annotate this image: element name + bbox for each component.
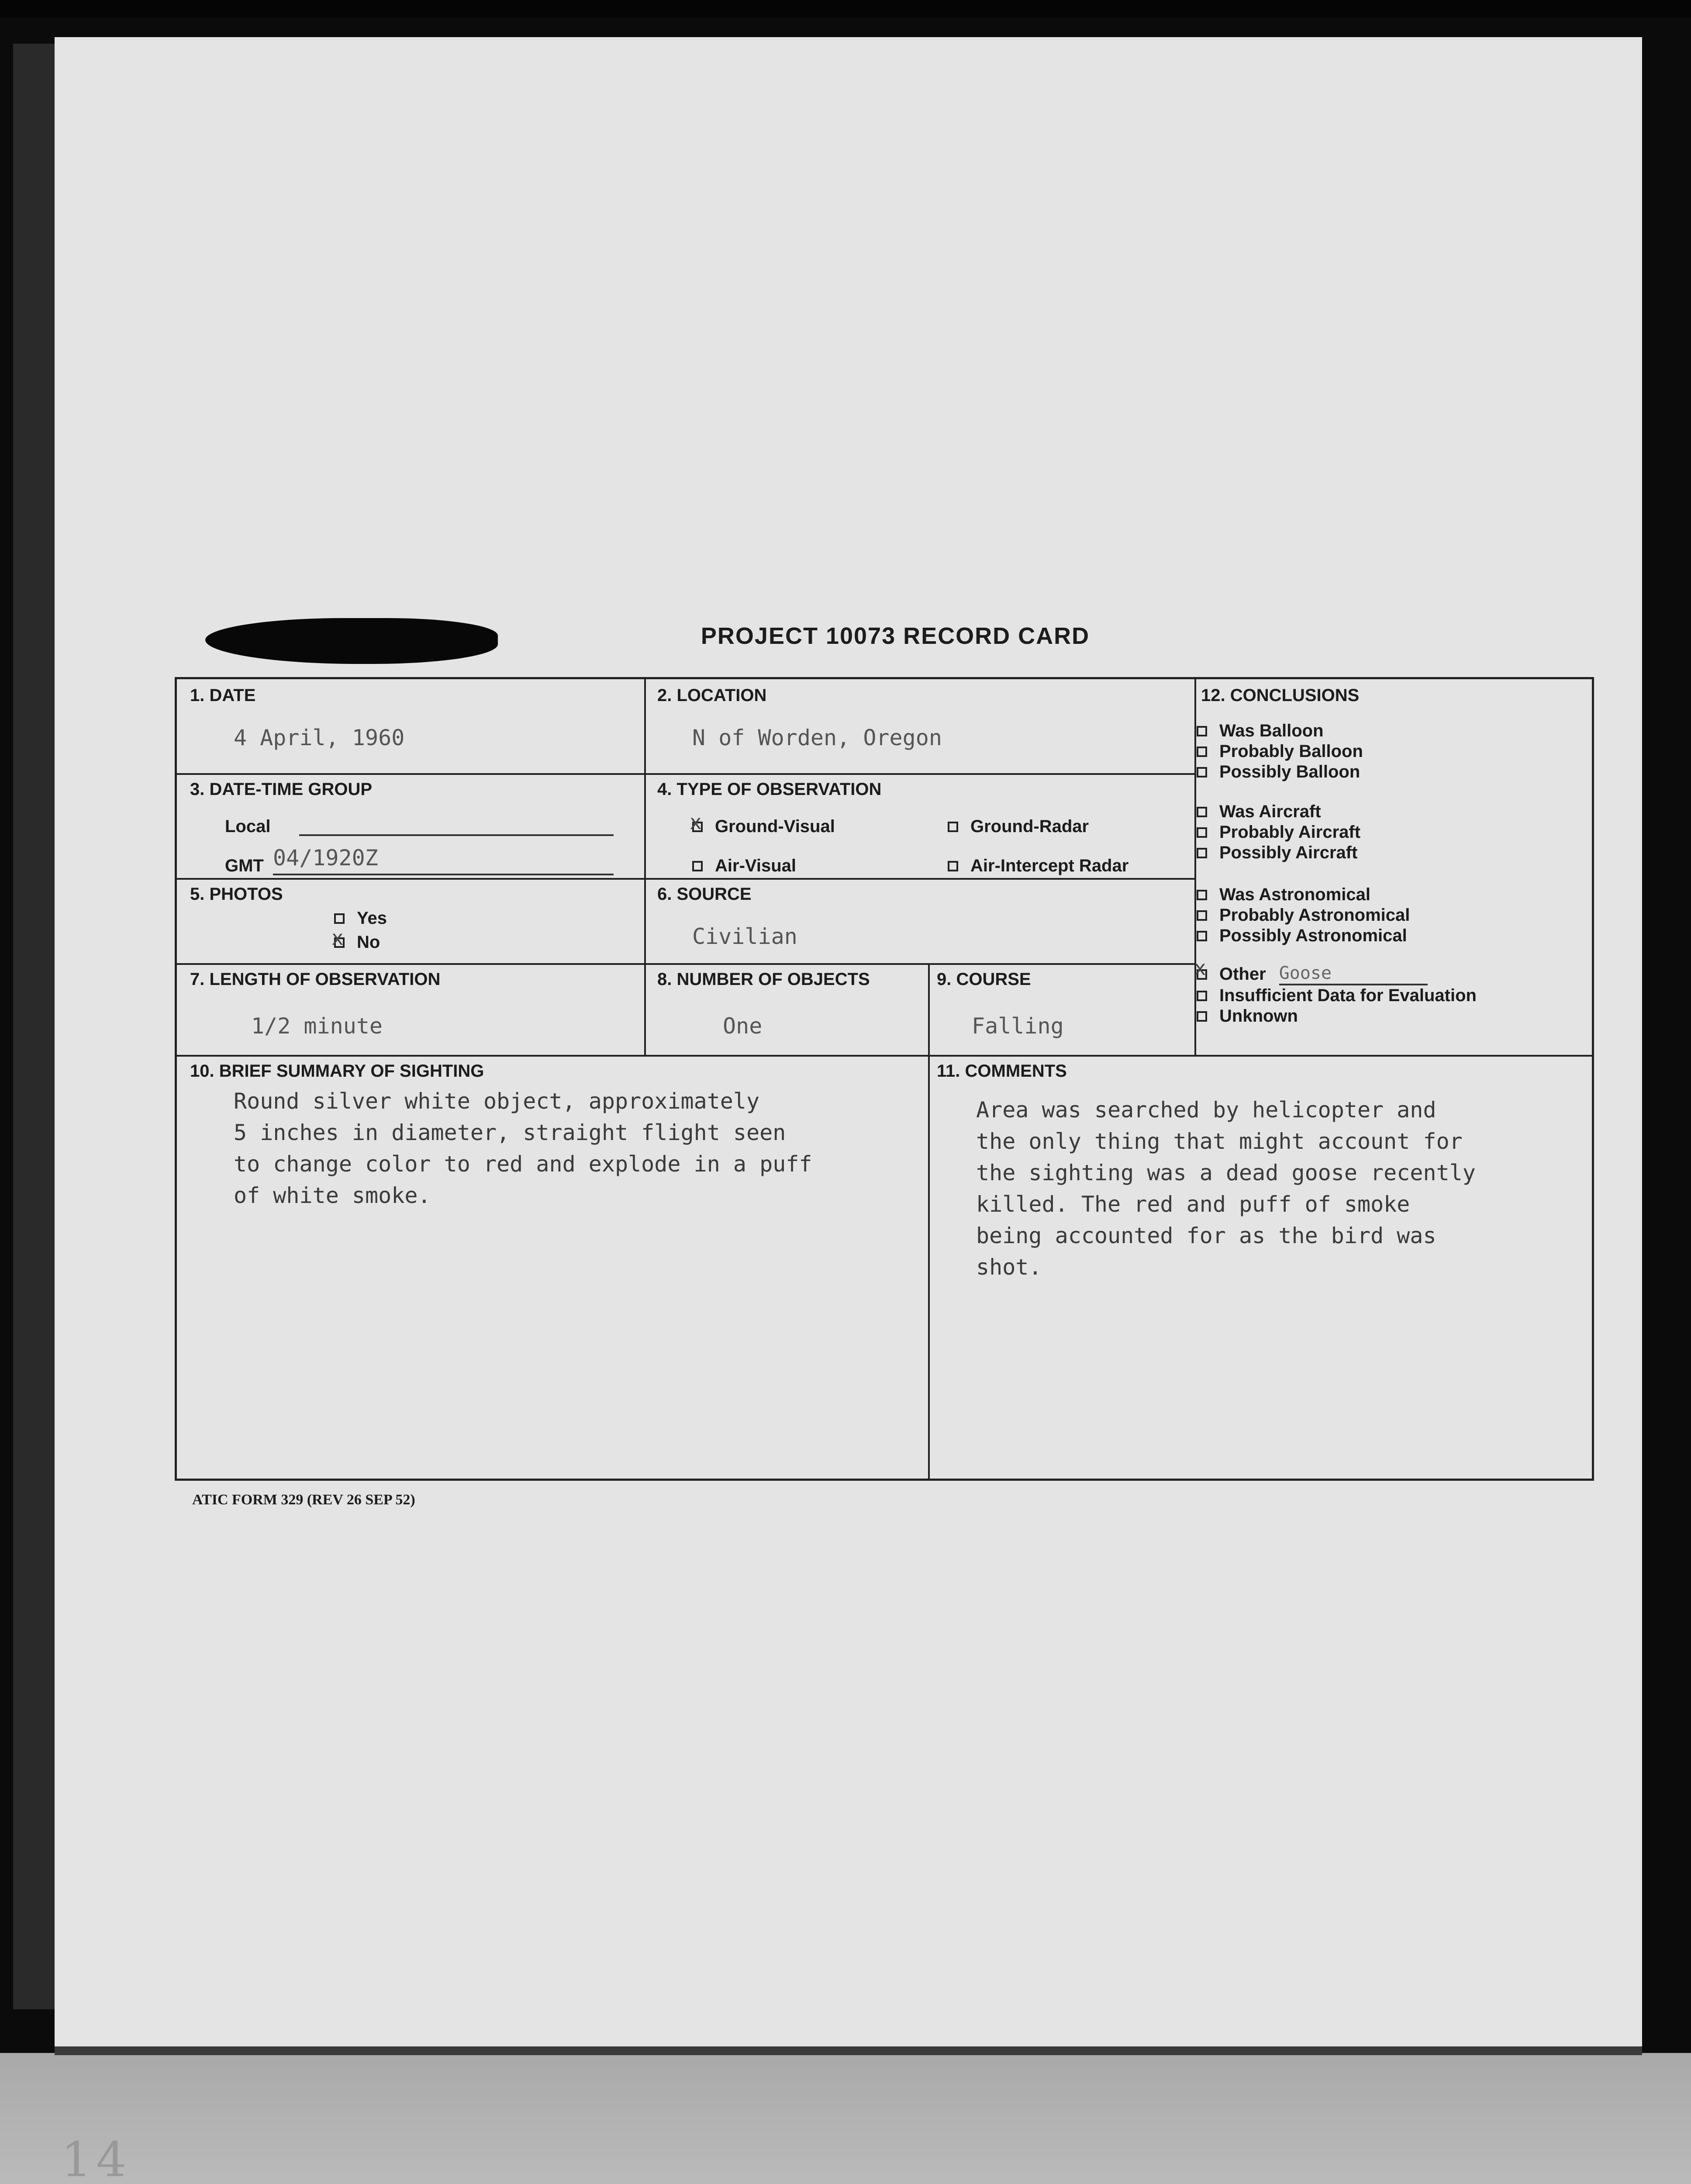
ground-visual-checkbox (692, 822, 703, 832)
col-divider-3 (928, 963, 930, 1055)
source-label: 6. SOURCE (657, 885, 752, 904)
location-value: N of Worden, Oregon (692, 725, 942, 750)
air-intercept-radar-checkbox (948, 861, 958, 871)
checkbox (1197, 746, 1207, 757)
source-value: Civilian (692, 924, 797, 949)
conclusion-was-balloon: Was Balloon (1197, 721, 1363, 741)
comments-line: being accounted for as the bird was (976, 1223, 1436, 1248)
ground-visual-option: x Ground-Visual (692, 817, 835, 836)
col-divider-4 (928, 1055, 930, 1479)
checkbox (1197, 969, 1207, 980)
lower-backdrop (0, 2053, 1691, 2184)
comments-line: the sighting was a dead goose recently (976, 1160, 1476, 1185)
location-label: 2. LOCATION (657, 686, 767, 705)
conclusion-probably-aircraft: Probably Aircraft (1197, 822, 1360, 843)
comments-label: 11. COMMENTS (937, 1061, 1067, 1081)
conclusion-was-astronomical: Was Astronomical (1197, 885, 1410, 905)
comments-text (976, 1094, 1476, 1283)
conclusion-insufficient-data: Insufficient Data for Evaluation (1197, 985, 1477, 1006)
col-divider-2 (1194, 679, 1196, 1055)
other-value: Goose (1279, 963, 1428, 985)
row-divider-3 (177, 963, 1194, 965)
conclusion-probably-balloon: Probably Balloon (1197, 741, 1363, 762)
conclusion-possibly-astronomical: Possibly Astronomical (1197, 926, 1410, 946)
photos-no-checkbox (334, 937, 345, 948)
photos-label: 5. PHOTOS (190, 885, 283, 904)
photos-yes-option: Yes (334, 909, 387, 928)
summary-text (234, 1085, 812, 1211)
comments-line: killed. The red and puff of smoke (976, 1192, 1410, 1217)
photos-yes-checkbox (334, 913, 345, 924)
ground-radar-checkbox (948, 822, 958, 832)
course-label: 9. COURSE (937, 970, 1031, 989)
number-of-objects-value: One (723, 1013, 763, 1039)
observation-type-label: 4. TYPE OF OBSERVATION (657, 780, 882, 799)
row-divider-2 (177, 878, 1194, 880)
checkbox (1197, 767, 1207, 778)
film-border-top (0, 0, 1691, 17)
row-divider-4 (177, 1055, 1592, 1057)
conclusion-other: x Other Goose (1197, 963, 1477, 985)
comments-line: the only thing that might account for (976, 1129, 1463, 1154)
film-edge-left (13, 44, 57, 2009)
comments-line: Area was searched by helicopter and (976, 1097, 1436, 1123)
card-title: PROJECT 10073 RECORD CARD (701, 623, 1090, 649)
row-divider-1 (177, 773, 1194, 775)
air-intercept-radar-option: Air-Intercept Radar (948, 856, 1128, 876)
checkbox (1197, 931, 1207, 941)
conclusions-group-aircraft (1197, 802, 1360, 863)
gmt-label: GMT (225, 856, 264, 875)
comments-line: shot. (976, 1254, 1042, 1280)
margin-marks: 14 (61, 2132, 131, 2184)
summary-line: Round silver white object, approximately (234, 1089, 760, 1114)
length-label: 7. LENGTH OF OBSERVATION (190, 970, 441, 989)
number-of-objects-label: 8. NUMBER OF OBJECTS (657, 970, 870, 989)
photos-no-option: x No (334, 933, 380, 952)
date-time-group-label: 3. DATE-TIME GROUP (190, 780, 373, 799)
local-label: Local (225, 817, 271, 836)
conclusion-possibly-balloon: Possibly Balloon (1197, 762, 1363, 782)
conclusion-unknown: Unknown (1197, 1006, 1477, 1026)
checkbox (1197, 1011, 1207, 1022)
col-divider-1 (644, 679, 646, 1055)
form-id-footer: ATIC FORM 329 (REV 26 SEP 52) (192, 1492, 415, 1508)
checkbox (1197, 848, 1207, 858)
conclusions-group-other (1197, 963, 1477, 1026)
local-line (299, 834, 614, 836)
gmt-line (273, 874, 614, 875)
conclusion-possibly-aircraft: Possibly Aircraft (1197, 843, 1360, 863)
summary-line: 5 inches in diameter, straight flight seen (234, 1120, 786, 1145)
conclusion-probably-astronomical: Probably Astronomical (1197, 905, 1410, 926)
summary-line: of white smoke. (234, 1183, 431, 1208)
conclusions-label: 12. CONCLUSIONS (1201, 686, 1360, 705)
air-visual-checkbox (692, 861, 703, 871)
date-label: 1. DATE (190, 686, 256, 705)
conclusion-was-aircraft: Was Aircraft (1197, 802, 1360, 822)
ground-radar-option: Ground-Radar (948, 817, 1089, 836)
checkbox (1197, 807, 1207, 817)
gmt-value: 04/1920Z (273, 845, 378, 871)
course-value: Falling (972, 1013, 1064, 1039)
checkbox (1197, 827, 1207, 838)
length-value: 1/2 minute (251, 1013, 383, 1039)
summary-line: to change color to red and explode in a puff (234, 1151, 812, 1177)
summary-label: 10. BRIEF SUMMARY OF SIGHTING (190, 1061, 484, 1081)
record-card-form (175, 677, 1594, 1481)
date-value: 4 April, 1960 (234, 725, 405, 750)
air-visual-option: Air-Visual (692, 856, 796, 876)
conclusions-group-balloon (1197, 721, 1363, 782)
checkbox (1197, 726, 1207, 736)
checkbox (1197, 890, 1207, 900)
conclusions-group-astronomical (1197, 885, 1410, 946)
checkbox (1197, 991, 1207, 1001)
checkbox (1197, 910, 1207, 921)
